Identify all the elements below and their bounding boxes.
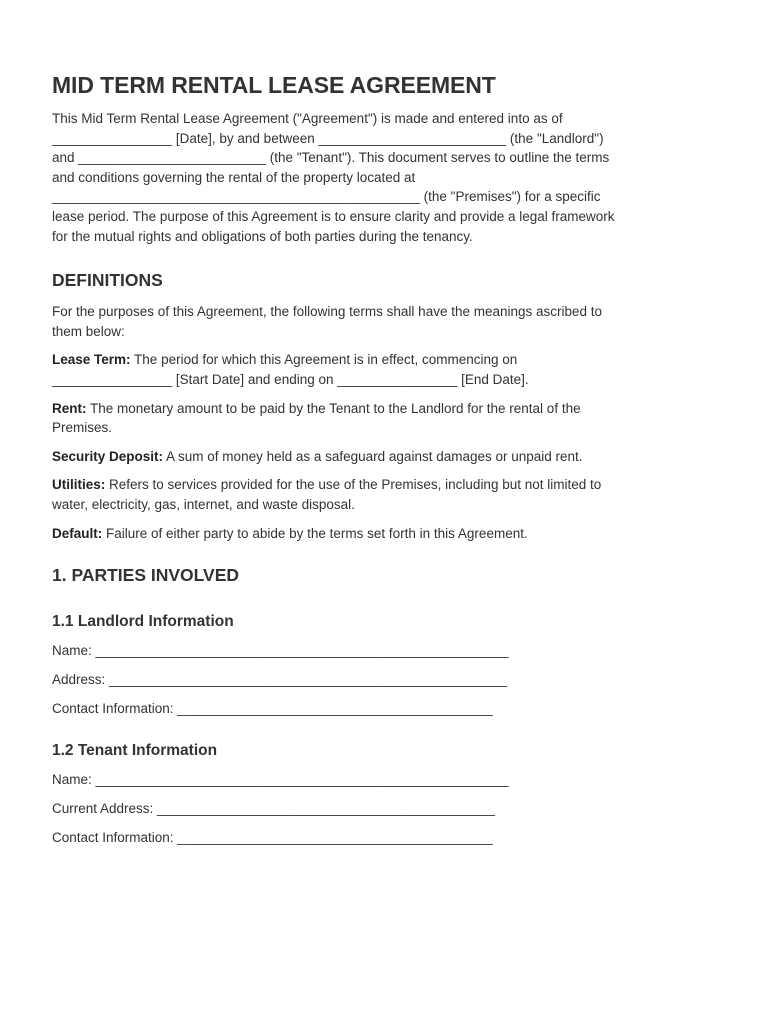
definition-default [52,524,712,544]
landlord-address-field: Address: _____________________________________________________ [52,672,507,688]
definitions-heading: DEFINITIONS [52,270,163,291]
tenant-name-field: Name: _______________________________________________________ [52,771,509,787]
definition-term: Utilities: [52,477,106,493]
document-content [52,70,712,848]
definition-security-deposit [52,447,712,467]
parties-heading: 1. PARTIES INVOLVED [52,565,240,586]
tenant-contact-field: Contact Information: __________________________________________ [52,830,493,846]
definition-rent [52,399,712,438]
landlord-info-heading: 1.1 Landlord Information [52,613,234,631]
document-title: MID TERM RENTAL LEASE AGREEMENT [52,72,496,98]
definition-text: The period for which this Agreement is in effect, commencing on ________________ [Start Date] and ending on ________________ [End Date]. [52,352,529,387]
definition-term: Default: [52,525,103,541]
definition-lease-term [52,350,712,389]
landlord-contact-field: Contact Information: __________________________________________ [52,701,493,717]
definition-text: Refers to services provided for the use of the Premises, including but not limited to water, electricity, gas, internet, and waste disposal. [52,477,602,512]
intro-paragraph: This Mid Term Rental Lease Agreement ("Agreement") is made and entered into as of ________________ [Date], by and between _________________________ (the "Landlord") and _________________________ (the "Tenant"). This document serves to outline the terms and conditions governing the rental of the property located at _________________________________________________ (the "Premises") for a specific lease period. The purpose of this Agreement is to ensure clarity and provide a legal framework for the mutual rights and obligations of both parties during the tenancy. [52,111,615,244]
definition-utilities [52,475,712,514]
tenant-address-field: Current Address: _____________________________________________ [52,800,495,816]
definition-text: A sum of money held as a safeguard against damages or unpaid rent. [163,448,583,464]
definition-term: Rent: [52,400,87,416]
definition-text: Failure of either party to abide by the terms set forth in this Agreement. [102,525,528,541]
landlord-name-field: Name: _______________________________________________________ [52,643,509,659]
definition-text: The monetary amount to be paid by the Tenant to the Landlord for the rental of the Premises. [52,400,581,436]
definitions-intro: For the purposes of this Agreement, the following terms shall have the meanings ascribed to them below: [52,304,603,339]
definition-term: Security Deposit: [52,448,164,464]
tenant-info-heading: 1.2 Tenant Information [52,741,218,759]
definition-term: Lease Term: [52,352,131,368]
